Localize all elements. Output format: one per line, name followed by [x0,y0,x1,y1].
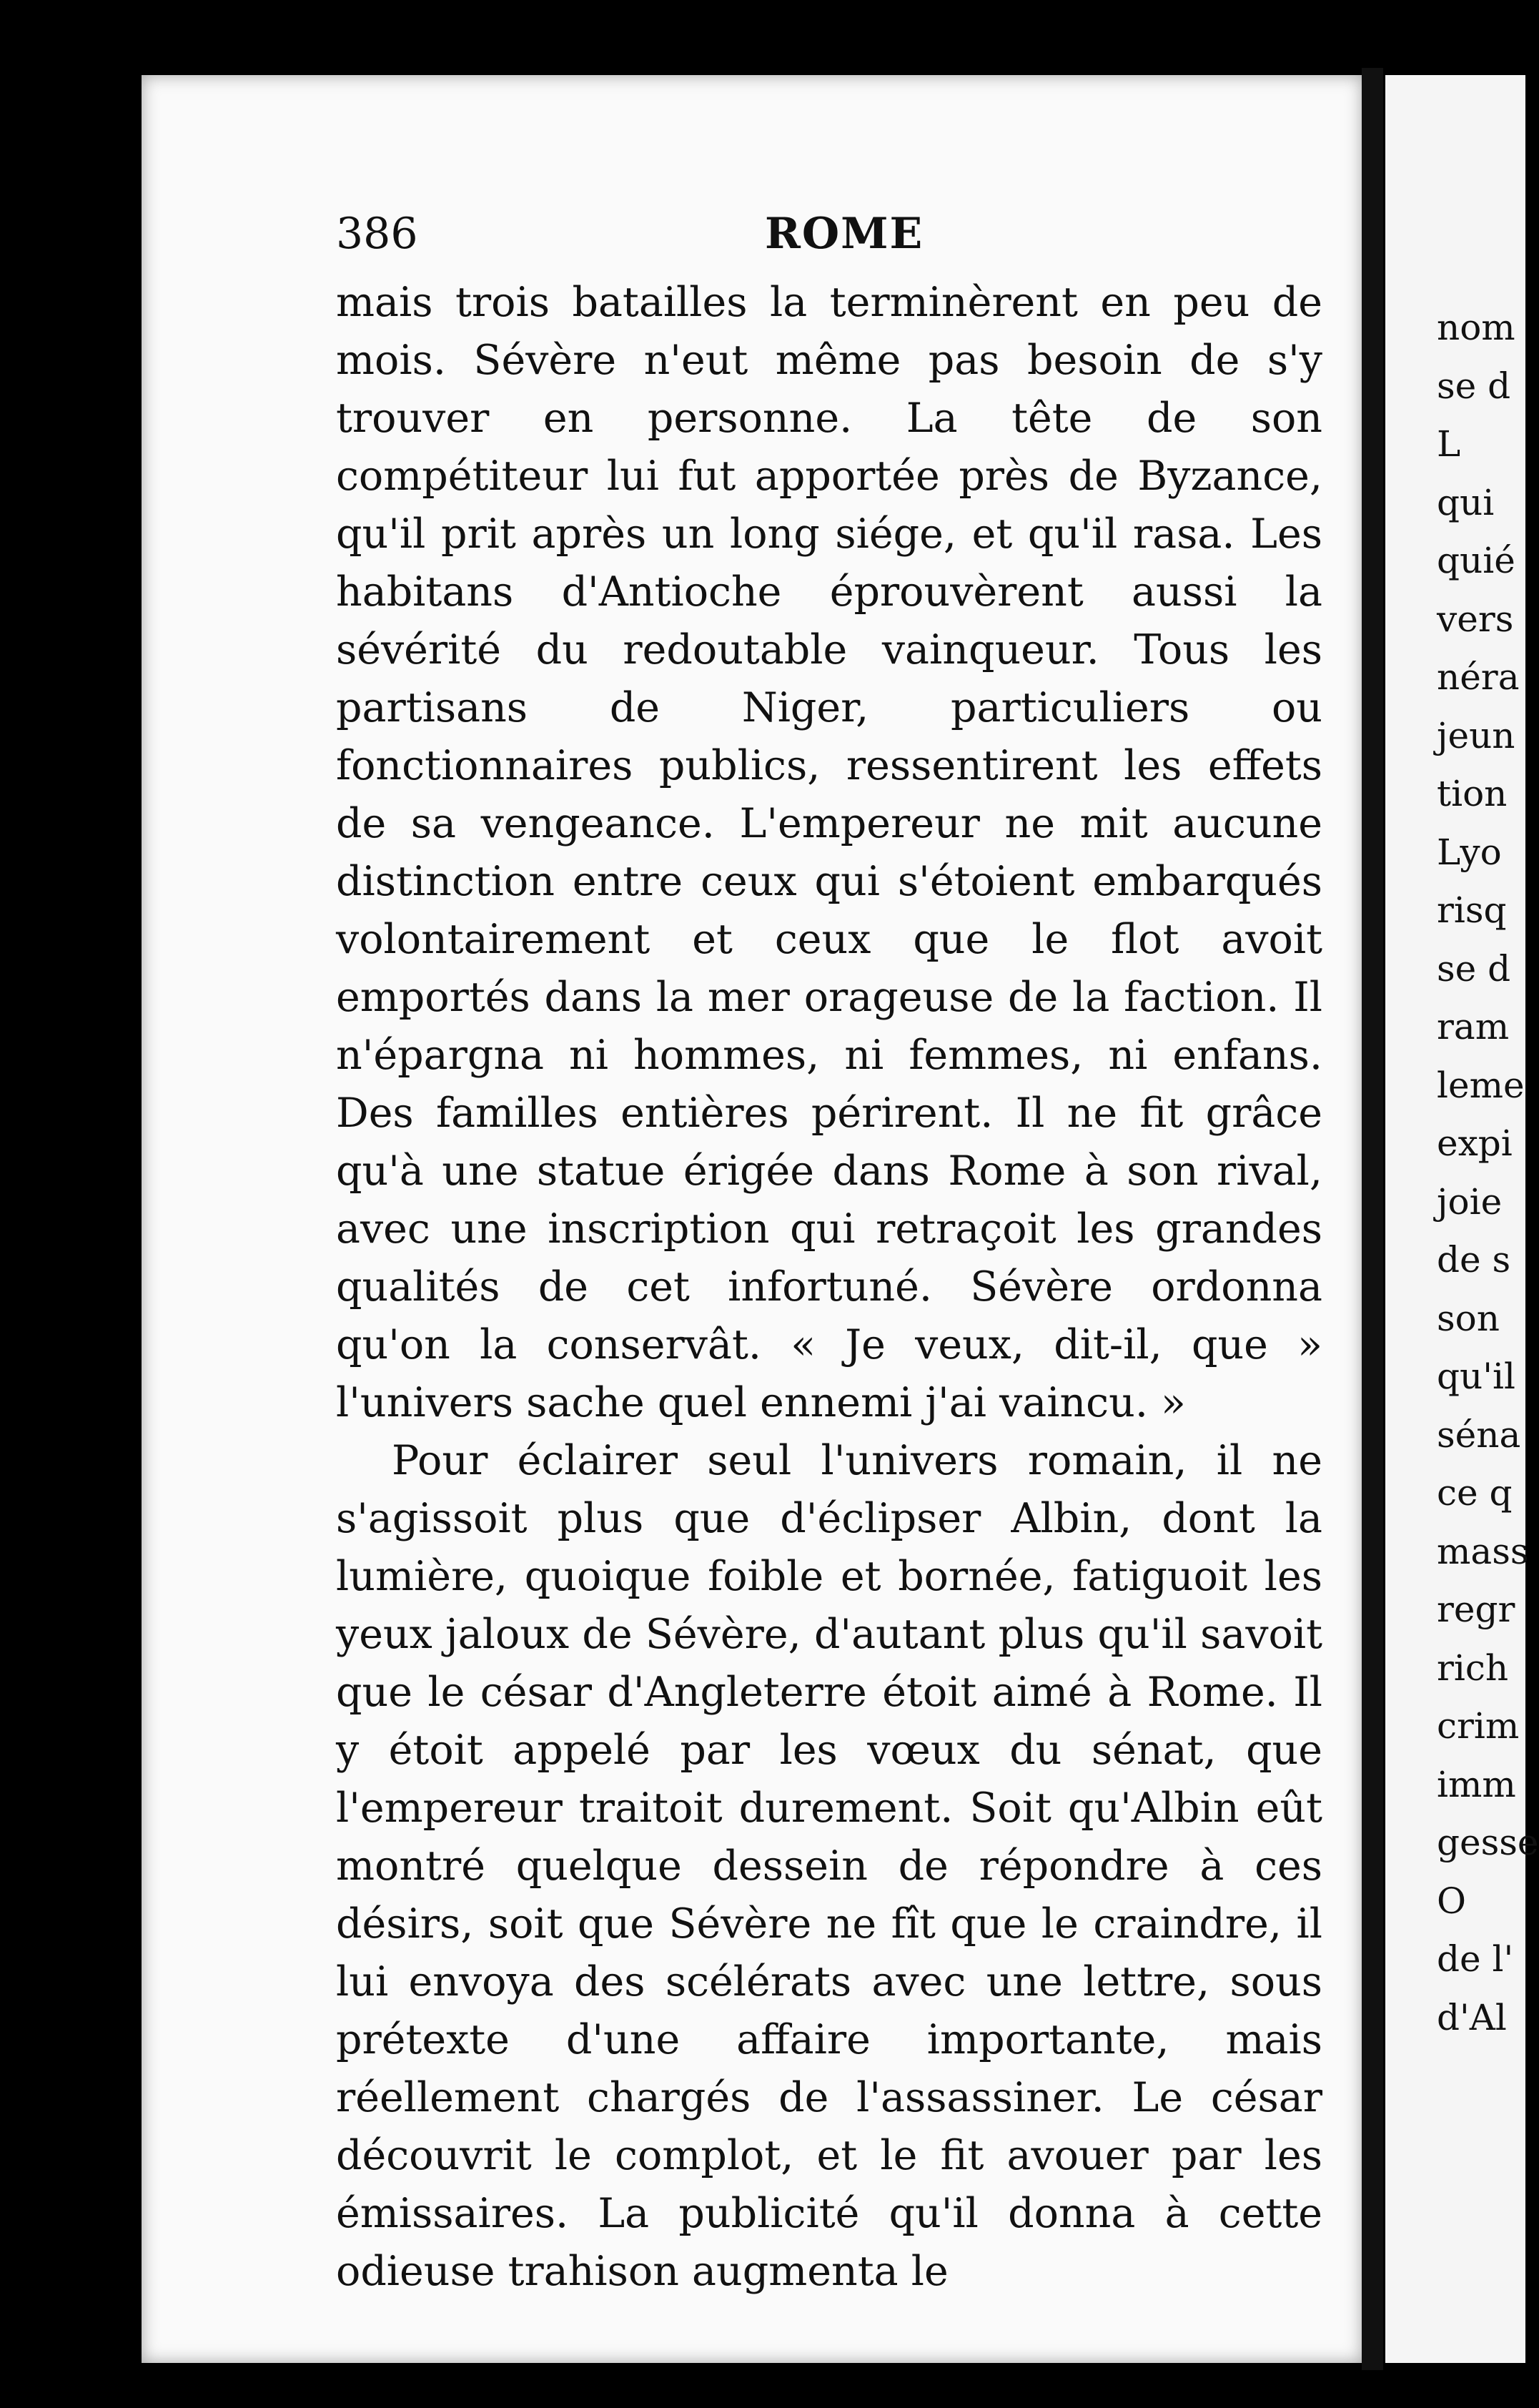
right-page-line: vers [1437,598,1514,640]
running-head: ROME [765,209,924,259]
right-page-line: se d [1437,947,1511,990]
right-page-line: regr [1437,1589,1515,1630]
right-page-line: gesse [1437,1822,1539,1863]
right-page-line: expi [1437,1122,1513,1164]
right-page-line: son [1437,1297,1500,1339]
right-page-line: L [1437,423,1461,465]
right-page-text [1437,299,1537,2047]
right-page-line: leme [1437,1064,1525,1106]
paragraph-1: mais trois batailles la terminèrent en peu de mois. Sévère n'eut même pas besoin de s'y trouver en personne. La tête de son compétiteur lui fut apportée près de Byzance, qu'il prit après un long siége, et qu'il rasa. Les habitans d'Antioche éprouvèrent aussi la sévérité du redoutable vainqueur. Tous les partisans de Niger, particuliers ou fonctionnaires publics, ressentirent les effets de sa vengeance. L'empereur ne mit aucune distinction entre ceux qui s'étoient embarqués volontairement et ceux que le flot avoit emportés dans la mer orageuse de la faction. Il n'épargna ni hommes, ni femmes, ni enfans. Des familles entières périrent. Il ne fit grâce qu'à une statue érigée dans Rome à son rival, avec une inscription qui retraçoit les grandes qualités de cet infortuné. Sévère ordonna qu'on la conservât. « Je veux, dit-il, que » l'univers sache quel ennemi j'ai vaincu. » [336,279,1322,1426]
right-page-line: jeun [1437,714,1515,756]
right-page-line: O [1437,1880,1466,1922]
right-page-line: qu'il [1437,1356,1515,1397]
right-page-line: crim [1437,1705,1520,1747]
right-page-line: quié [1437,540,1515,581]
right-page-line: joie [1437,1180,1503,1223]
right-page-line: risq [1437,889,1507,931]
right-page-line: ram [1437,1006,1510,1047]
book-gutter [1362,68,1383,2370]
right-page-line: tion [1437,773,1508,814]
right-page-line: séna [1437,1413,1521,1456]
right-page-line: qui [1437,481,1495,523]
page-number: 386 [336,209,418,259]
right-page-line: imm [1437,1763,1516,1805]
right-page-line: Lyo [1437,831,1502,873]
right-page-line: mass [1437,1530,1529,1572]
body-text [336,274,1322,2301]
right-page-line: se d [1437,365,1511,407]
right-page-line: de l' [1437,1938,1514,1980]
right-page-line: néra [1437,656,1520,698]
page-header [336,202,1322,266]
right-page-line: ce q [1437,1472,1513,1514]
paragraph-2: Pour éclairer seul l'univers romain, il ne s'agissoit plus que d'éclipser Albin, dont la lumière, quoique foible et bornée, fatiguoit les yeux jaloux de Sévère, d'autant plus qu'il savoit que le césar d'Angleterre étoit aimé à Rome. Il y étoit appelé par les vœux du sénat, que l'empereur traitoit durement. Soit qu'Albin eût montré quelque dessein de répondre à ces désirs, soit que Sévère ne fît que le craindre, il lui envoya des scélérats avec une lettre, sous prétexte d'une affaire importante, mais réellement chargés de l'assassiner. Le césar découvrit le complot, et le fit avouer par les émissaires. La publicité qu'il donna à cette odieuse trahison augmenta le [336,1437,1322,2295]
right-page-line: de s [1437,1239,1511,1281]
right-page-line: d'Al [1437,1996,1507,2038]
right-page-line: rich [1437,1647,1509,1689]
right-page-line: nom [1437,307,1515,348]
